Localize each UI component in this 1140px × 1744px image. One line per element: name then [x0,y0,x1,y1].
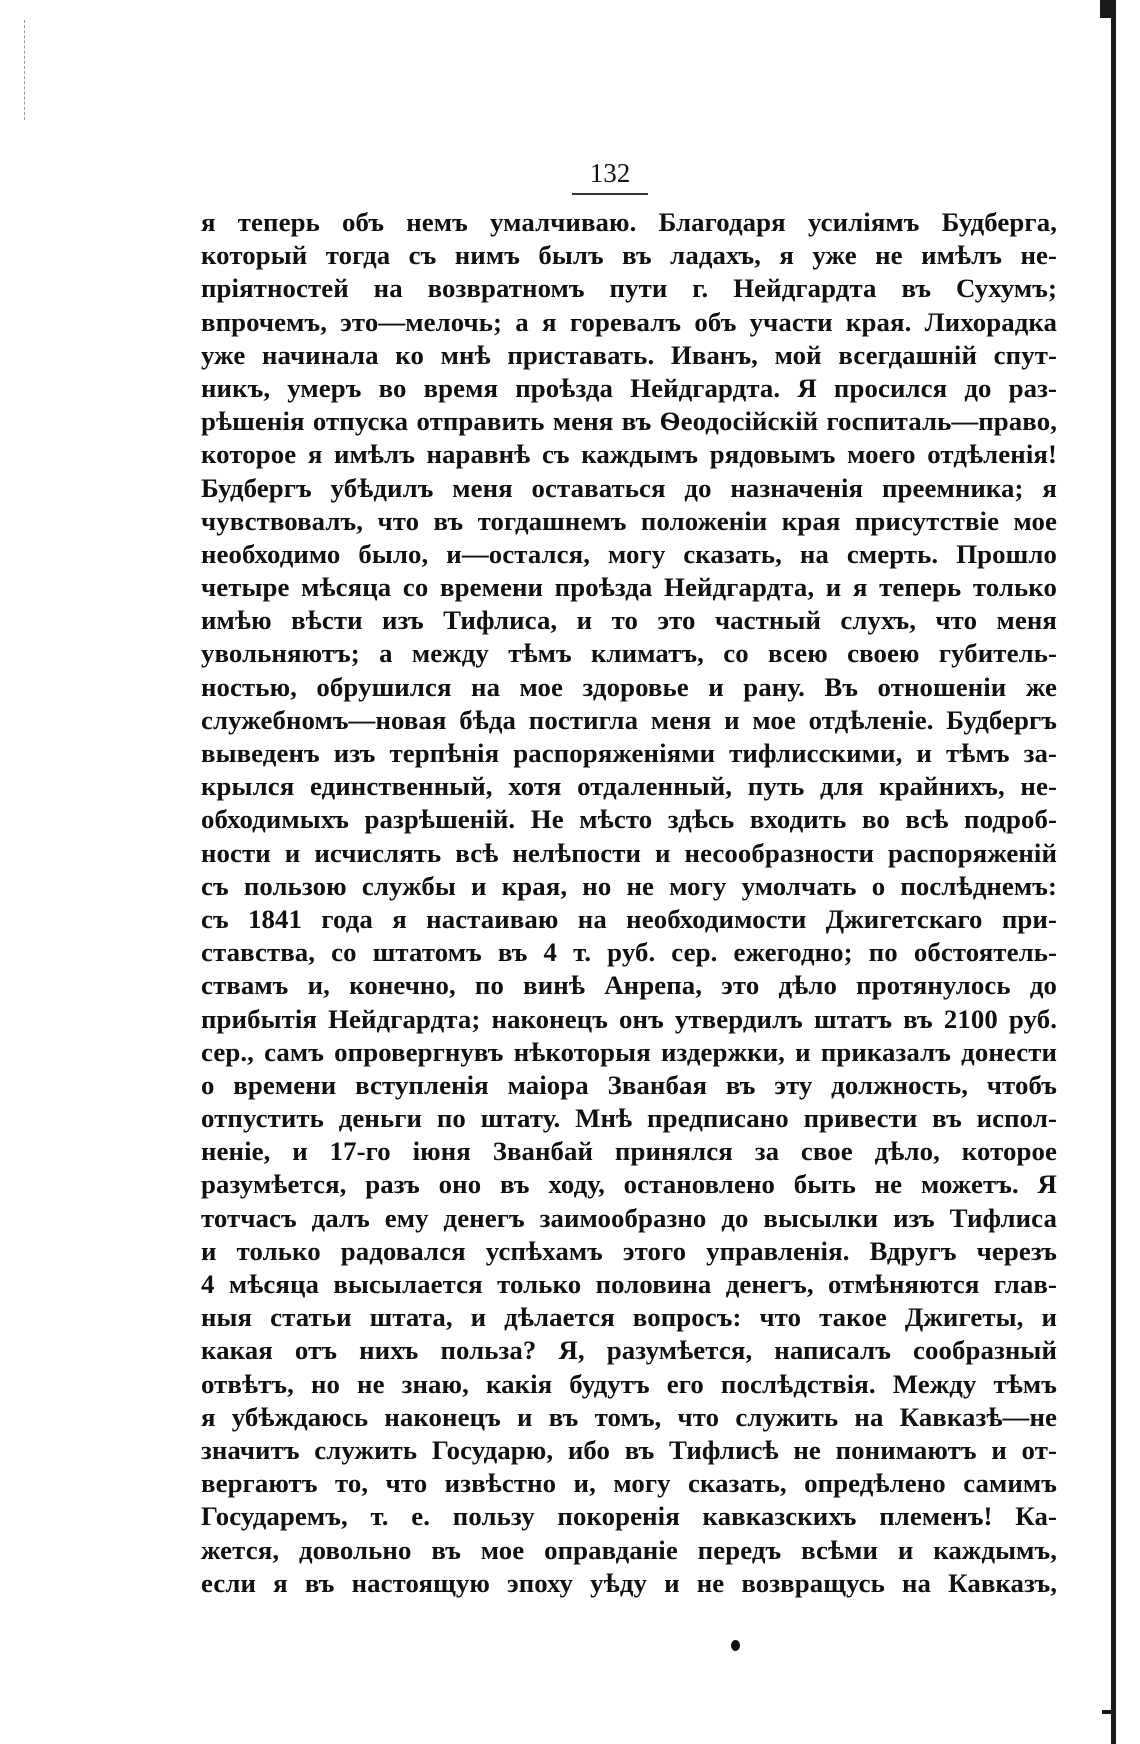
text-line: сер., самъ опровергнувъ нѣкоторыя издержки, и приказалъ донести [201,1036,1057,1067]
text-line: ствамъ и, конечно, по винѣ Анрепа, это дѣло протянулось до [201,970,1057,1001]
text-line: отвѣтъ, но не знаю, какія будутъ его послѣдствія. Между тѣмъ [201,1368,1057,1399]
text-line: 4 мѣсяца высылается только половина денегъ, отмѣняются глав- [201,1269,1057,1299]
text-line: увольняютъ; а между тѣмъ климатъ, со всею своею губитель- [201,638,1057,669]
text-line: ностью, обрушился на мое здоровье и рану. Въ отношеніи же [201,671,1057,702]
text-line: никъ, умеръ во время проѣзда Нейдгардта. Я просился до раз- [201,372,1057,403]
text-line: неніе, и 17-го іюня Званбай принялся за свое дѣло, которое [201,1136,1057,1167]
text-line: служебномъ—новая бѣда постигла меня и мое отдѣленіе. Будбергъ [201,704,1057,735]
text-line: Государемъ, т. е. пользу покоренія кавказскихъ племенъ! Ка- [201,1501,1057,1532]
text-line: съ пользою службы и края, но не могу умолчать о послѣднемъ: [201,870,1057,901]
page-number: 132 [589,158,631,188]
text-line: вергаютъ то, что извѣстно и, могу сказать, опредѣлено самимъ [201,1468,1057,1499]
text-line: пріятностей на возвратномъ пути г. Нейдгардта въ Сухумъ; [201,273,1057,304]
text-line: необходимо было, и—остался, могу сказать, на смерть. Прошло [201,538,1057,569]
text-line: уже начинала ко мнѣ приставать. Иванъ, мой всегдашній спут- [201,339,1057,370]
scan-edge-right [1111,0,1116,1744]
scan-edge-bottom-right [1102,1710,1116,1714]
text-line: жется, довольно въ мое оправданіе передъ всѣми и каждымъ, [201,1534,1057,1565]
text-line: выведенъ изъ терпѣнія распоряженіями тифлисскими, и тѣмъ за- [201,738,1057,768]
text-line: какая отъ нихъ польза? Я, разумѣется, написалъ сообразный [201,1335,1057,1366]
text-line: чувствовалъ, что въ тогдашнемъ положеніи края присутствіе мое [201,505,1057,536]
text-line: тотчасъ далъ ему денегъ заимообразно до высылки изъ Тифлиса [201,1202,1057,1233]
scan-edge-left [24,20,26,120]
text-line: Будбергъ убѣдилъ меня оставаться до назначенія преемника; я [201,472,1057,503]
text-line: разумѣется, разъ оно въ ходу, остановлено быть не можетъ. Я [201,1169,1057,1200]
text-line: рѣшенія отпуска отправить меня въ Ѳеодосійскій госпиталь—право, [201,406,1057,437]
text-line: значитъ служить Государю, ибо въ Тифлисѣ не понимаютъ и от- [201,1434,1057,1465]
text-line: ставства, со штатомъ въ 4 т. руб. сер. ежегодно; по обстоятель- [201,937,1057,968]
text-line: ности и исчислять всѣ нелѣпости и несообразности распоряженій [201,837,1057,868]
text-line: отпустить деньги по штату. Мнѣ предписано привести въ испол- [201,1103,1057,1134]
text-line: крылся единственный, хотя отдаленный, путь для крайнихъ, не- [201,771,1057,802]
text-line: которое я имѣлъ наравнѣ съ каждымъ рядовымъ моего отдѣленія! [201,439,1057,470]
text-line: если я въ настоящую эпоху уѣду и не возвращусь на Кавказъ, [201,1567,1057,1598]
text-line: обходимыхъ разрѣшеній. Не мѣсто здѣсь входить во всѣ подроб- [201,804,1057,835]
text-line: о времени вступленія маіора Званбая въ эту должность, чтобъ [201,1069,1057,1100]
text-line: прибытія Нейдгардта; наконецъ онъ утвердилъ штатъ въ 2100 руб. [201,1003,1057,1034]
text-line: я убѣждаюсь наконецъ и въ томъ, что служить на Кавказѣ—не [201,1401,1057,1432]
body-text [201,206,1057,1606]
text-line: съ 1841 года я настаиваю на необходимости Джигетскаго при- [201,903,1057,934]
text-line: четыре мѣсяца со времени проѣзда Нейдгардта, и я теперь только [201,572,1057,603]
text-line: и только радовался успѣхамъ этого управленія. Вдругъ черезъ [201,1235,1057,1266]
text-line: я теперь объ немъ умалчиваю. Благодаря усиліямъ Будберга, [201,207,1057,237]
text-line: имѣю вѣсти изъ Тифлиса, и то это частный слухъ, что меня [201,605,1057,636]
text-line: который тогда съ нимъ былъ въ ладахъ, я уже не имѣлъ не- [201,240,1057,271]
text-line: ныя статьи штата, и дѣлается вопросъ: что такое Джигеты, и [201,1302,1057,1333]
ink-speck [731,1640,740,1651]
page-number-rule [572,193,648,195]
text-line: впрочемъ, это—мелочь; а я горевалъ объ участи края. Лихорадка [201,306,1057,337]
